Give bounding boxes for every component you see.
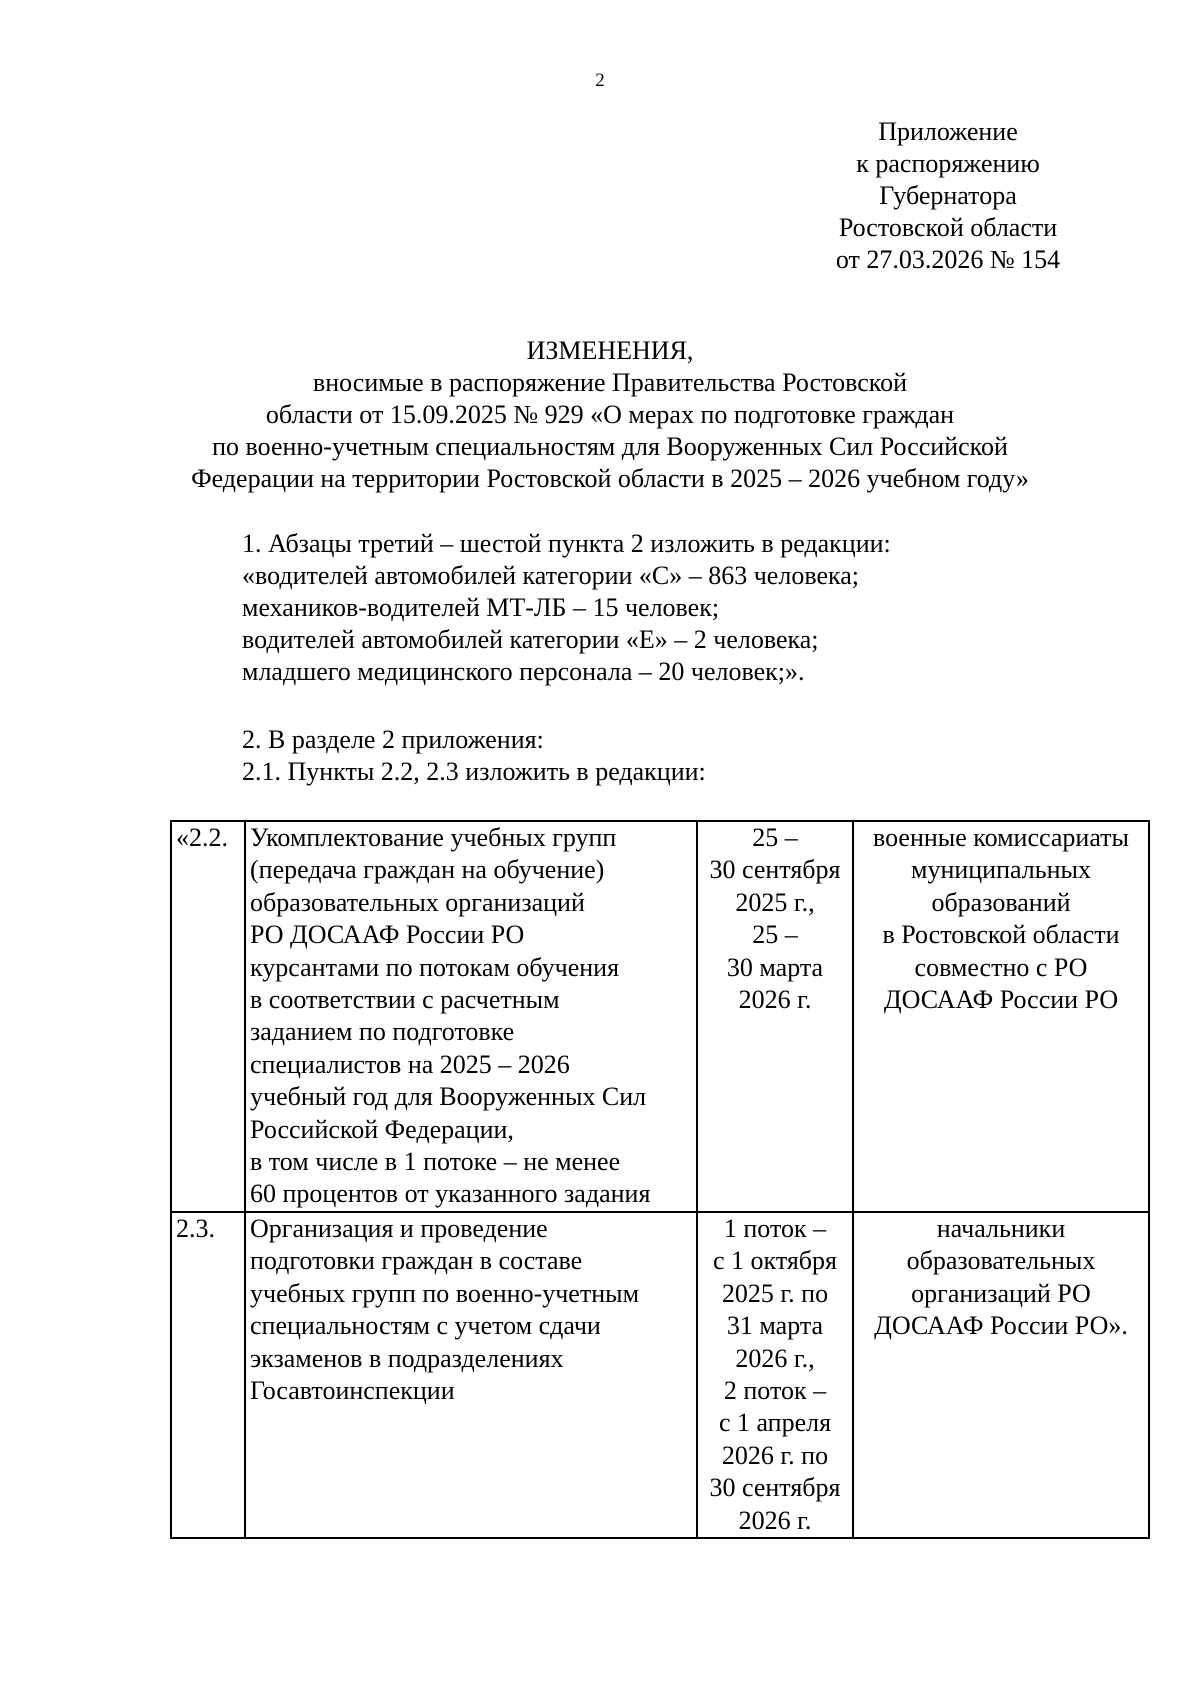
description-cell: [245, 821, 697, 1212]
term-line: 25 –: [752, 920, 798, 950]
term-line: 30 сентября: [709, 1473, 841, 1503]
description-line: (передача граждан на обучение): [250, 855, 605, 885]
title-heading: ИЗМЕНЕНИЯ,: [526, 336, 694, 365]
section-2-line: 2.1. Пункты 2.2, 2.3 изложить в редакции:: [242, 757, 706, 786]
title-line: Федерации на территории Ростовской области в 2025 – 2026 учебном году»: [191, 464, 1029, 493]
description-line: Российской Федерации,: [250, 1114, 514, 1144]
description-line: образовательных организаций: [250, 887, 585, 917]
term-line: с 1 октября: [713, 1246, 837, 1276]
title-line: области от 15.09.2025 № 929 «О мерах по подготовке граждан: [265, 400, 955, 429]
row-number-cell: 2.3.: [171, 1212, 245, 1538]
term-line: 1 поток –: [723, 1213, 827, 1243]
description-line: специальностям с учетом сдачи: [250, 1311, 601, 1341]
section-2-line: 2. В разделе 2 приложения:: [242, 725, 544, 754]
changes-table: [170, 820, 1150, 1539]
section-1: [242, 528, 891, 688]
responsible-cell: [853, 821, 1149, 1212]
term-line: 25 –: [752, 823, 798, 852]
responsible-line: военные комиссариаты: [872, 823, 1130, 852]
description-line: специалистов на 2025 – 2026: [250, 1049, 570, 1079]
responsible-line: ДОСААФ России РО».: [874, 1311, 1128, 1341]
responsible-line: образований: [931, 887, 1071, 917]
responsible-cell: [853, 1212, 1149, 1538]
term-line: 2026 г.: [738, 1505, 812, 1535]
appendix-line: Ростовской области: [838, 213, 1058, 242]
description-cell: [245, 1212, 697, 1538]
responsible-line: начальники: [936, 1213, 1066, 1243]
responsible-line: организаций РО: [911, 1278, 1091, 1308]
term-line: 30 марта: [726, 952, 824, 982]
appendix-line: к распоряжению: [856, 149, 1040, 178]
description-line: в том числе в 1 потоке – не менее: [250, 1147, 621, 1177]
appendix-line: от 27.03.2026 № 154: [835, 245, 1061, 274]
row-number-cell: «2.2.: [171, 821, 245, 1212]
description-line: курсантами по потокам обучения: [250, 952, 620, 982]
section-1-line: «водителей автомобилей категории «С» – 863 человека;: [242, 561, 859, 590]
section-1-line: механиков-водителей МТ-ЛБ – 15 человек;: [242, 593, 720, 622]
appendix-line: Приложение: [878, 117, 1018, 146]
description-line: подготовки граждан в составе: [250, 1246, 583, 1276]
term-line: 2 поток –: [723, 1375, 827, 1405]
document-title: [140, 335, 1080, 495]
section-1-line: 1. Абзацы третий – шестой пункта 2 изложить в редакции:: [242, 529, 891, 558]
description-line: Укомплектование учебных групп: [250, 823, 617, 852]
term-cell: [697, 821, 853, 1212]
responsible-line: совместно с РО: [914, 952, 1088, 982]
description-line: Организация и проведение: [250, 1213, 548, 1243]
responsible-line: образовательных: [906, 1246, 1096, 1276]
term-line: 2026 г.: [738, 985, 812, 1015]
title-line: вносимые в распоряжение Правительства Ростовской: [312, 368, 908, 397]
section-1-line: водителей автомобилей категории «Е» – 2 человека;: [242, 625, 819, 654]
page-number: 2: [595, 70, 605, 91]
table-row: [171, 821, 1149, 1212]
term-line: 2025 г.,: [735, 887, 815, 917]
description-line: учебных групп по военно-учетным: [250, 1278, 640, 1308]
description-line: Госавтоинспекции: [250, 1375, 455, 1405]
term-cell: [697, 1212, 853, 1538]
responsible-line: ДОСААФ России РО: [883, 985, 1119, 1015]
term-line: 30 сентября: [709, 855, 841, 885]
term-line: 2026 г.,: [735, 1343, 815, 1373]
title-line: по военно-учетным специальностям для Вооруженных Сил Российской: [212, 432, 1008, 461]
description-line: экзаменов в подразделениях: [250, 1343, 564, 1373]
term-line: 2026 г. по: [721, 1440, 829, 1470]
responsible-line: муниципальных: [910, 855, 1091, 885]
appendix-header: [768, 116, 1128, 276]
description-line: в соответствии с расчетным: [250, 985, 560, 1015]
term-line: 31 марта: [726, 1311, 824, 1341]
section-2: [242, 724, 706, 788]
appendix-line: Губернатора: [879, 181, 1017, 210]
description-line: 60 процентов от указанного задания: [250, 1179, 651, 1209]
table-row: [171, 1212, 1149, 1538]
term-line: 2025 г. по: [721, 1278, 829, 1308]
description-line: заданием по подготовке: [250, 1017, 515, 1047]
description-line: учебный год для Вооруженных Сил: [250, 1082, 647, 1112]
term-line: с 1 апреля: [718, 1408, 832, 1438]
description-line: РО ДОСААФ России РО: [250, 920, 525, 950]
responsible-line: в Ростовской области: [882, 920, 1120, 950]
section-1-line: младшего медицинского персонала – 20 человек;».: [242, 657, 805, 686]
